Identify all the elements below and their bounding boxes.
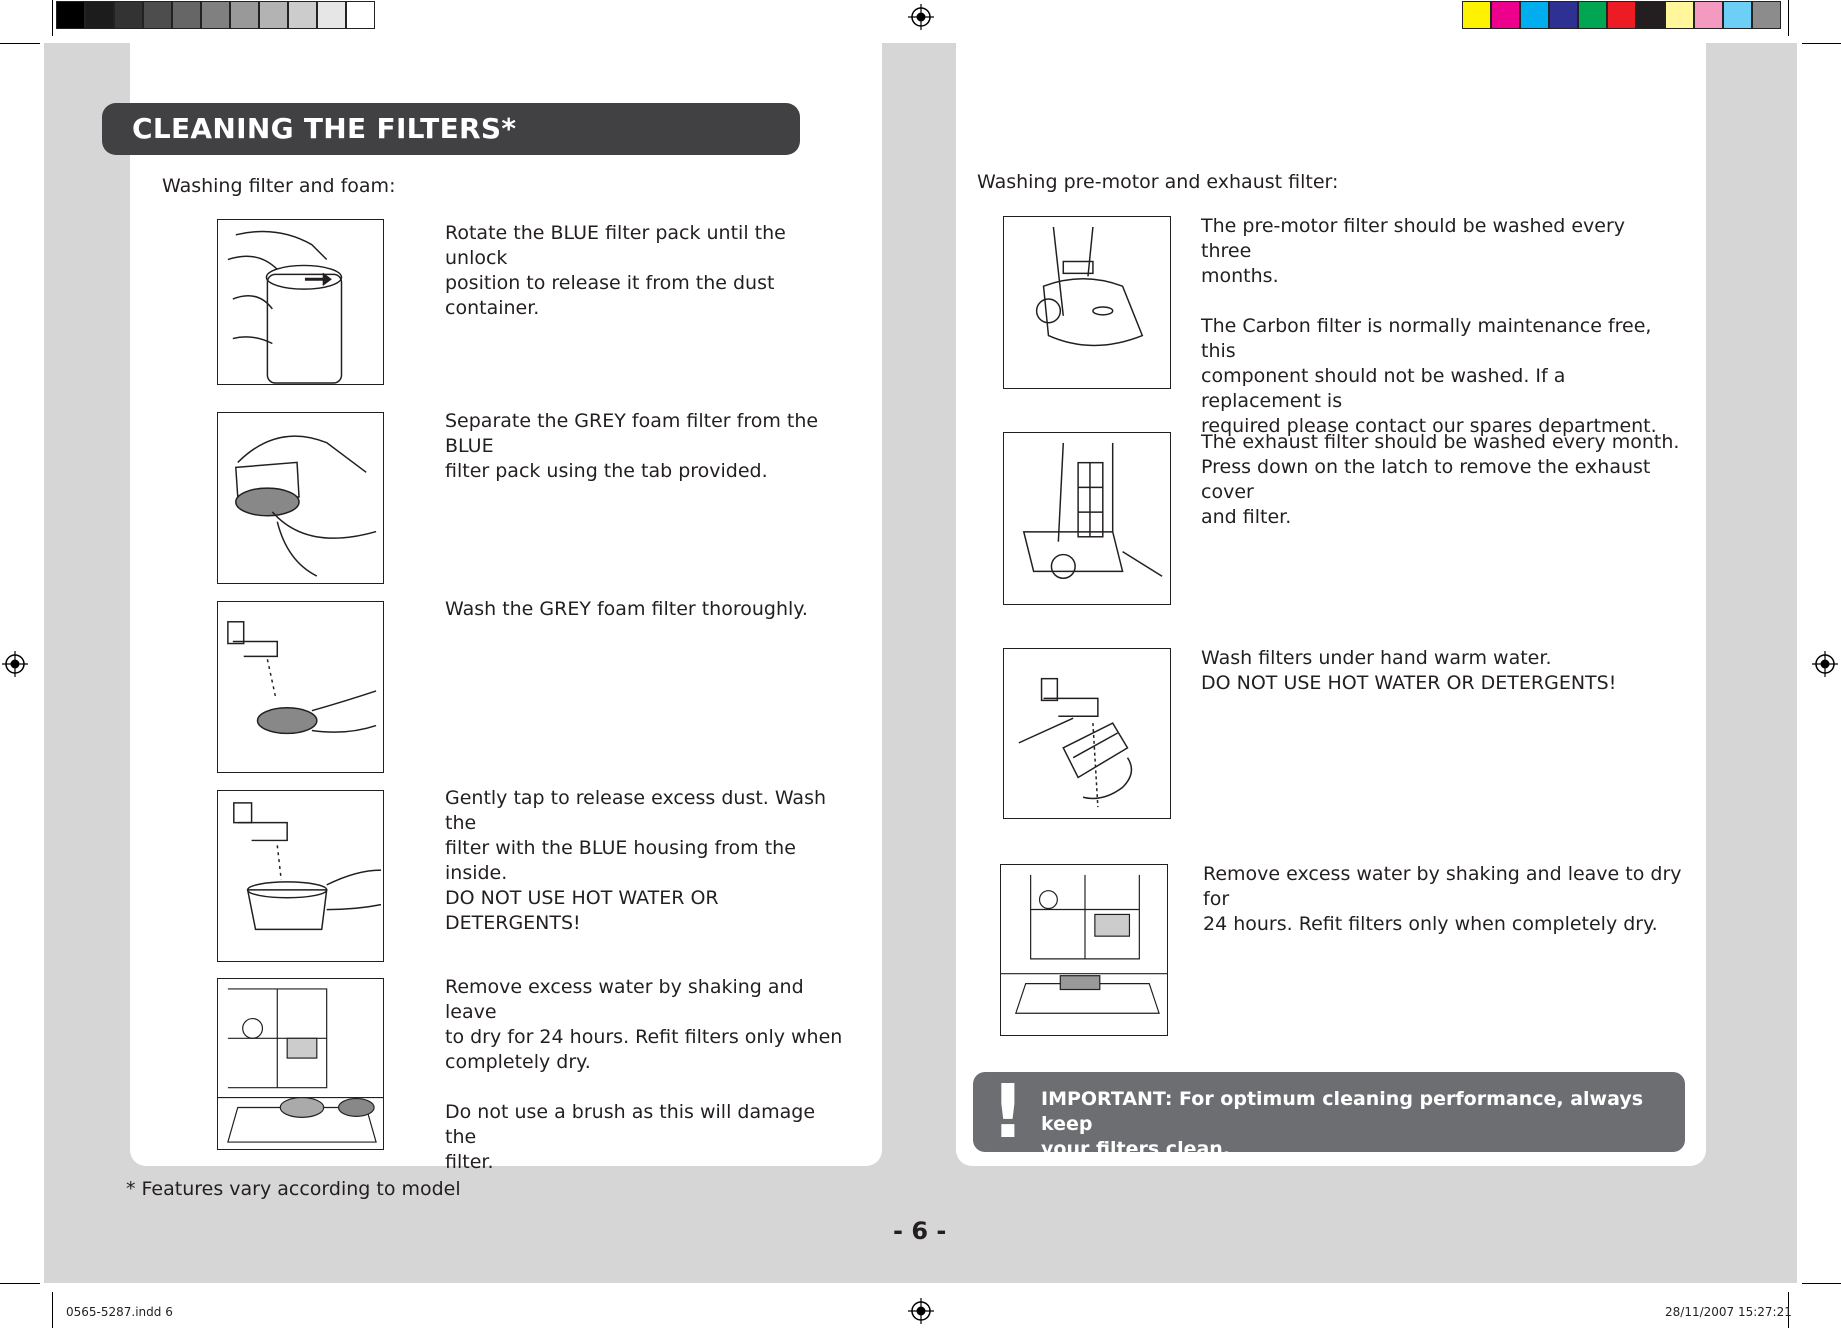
- color-swatch: [317, 1, 346, 29]
- page-number: - 6 -: [893, 1217, 947, 1245]
- color-swatch: [201, 1, 230, 29]
- color-swatch: [1578, 1, 1607, 29]
- color-swatch: [85, 1, 114, 29]
- left-step-1-text: Rotate the BLUE filter pack until the unlock position to release it from the dust container.: [445, 222, 786, 319]
- left-step-5-text: Remove excess water by shaking and leave to dry for 24 hours. Refit filters only when completely dry. Do not use a brush as this will damage the filter.: [445, 976, 843, 1173]
- color-swatch: [172, 1, 201, 29]
- crop-mark: [0, 43, 40, 44]
- color-swatch: [1549, 1, 1578, 29]
- crop-mark: [1802, 1283, 1841, 1284]
- housing-wash-illustration: [217, 790, 384, 962]
- registration-mark-icon: [1812, 651, 1838, 677]
- foam-separate-illustration: [217, 412, 384, 584]
- left-step-4-text: Gently tap to release excess dust. Wash the filter with the BLUE housing from the inside. DO NOT USE HOT WATER OR DETERGENTS!: [445, 787, 827, 934]
- right-step-3-text: Wash filters under hand warm water. DO NOT USE HOT WATER OR DETERGENTS!: [1201, 647, 1617, 694]
- important-text: IMPORTANT: For optimum cleaning performance, always keep your filters clean.: [1041, 1088, 1644, 1160]
- color-swatch: [259, 1, 288, 29]
- drying-illustration: [217, 978, 384, 1150]
- exhaust-filter-illustration: [1003, 432, 1171, 605]
- left-step-2-text: Separate the GREY foam filter from the BLUE filter pack using the tab provided.: [445, 410, 819, 482]
- left-step-3-text: Wash the GREY foam filter thoroughly.: [445, 598, 808, 620]
- color-swatch: [1723, 1, 1752, 29]
- right-step-2-text: The exhaust filter should be washed every month. Press down on the latch to remove the exhaust cover and filter.: [1201, 431, 1680, 528]
- color-swatch: [56, 1, 85, 29]
- filter-pack-rotate-illustration: [217, 219, 384, 385]
- filter-wash-illustration: [1003, 648, 1171, 819]
- color-swatch: [1520, 1, 1549, 29]
- color-swatch: [346, 1, 375, 29]
- filter-drying-illustration: [1000, 864, 1168, 1036]
- color-swatch: [143, 1, 172, 29]
- slug-filename: 0565-5287.indd 6: [66, 1305, 173, 1319]
- color-swatch: [1607, 1, 1636, 29]
- color-swatch: [114, 1, 143, 29]
- crop-mark: [52, 0, 53, 36]
- pre-motor-filter-illustration: [1003, 216, 1171, 389]
- right-step-1-text: The pre-motor filter should be washed every three months. The Carbon filter is normally maintenance free, this component should not be washed. If a replacement is required please contact our spares department.: [1201, 215, 1657, 437]
- color-swatch: [1491, 1, 1520, 29]
- right-step-4-text: Remove excess water by shaking and leave to dry for 24 hours. Refit filters only when completely dry.: [1203, 863, 1682, 935]
- color-swatch: [1665, 1, 1694, 29]
- registration-mark-icon: [908, 4, 934, 30]
- footnote: * Features vary according to model: [126, 1178, 461, 1200]
- foam-wash-illustration: [217, 601, 384, 773]
- color-swatch: [230, 1, 259, 29]
- right-subheading: Washing pre-motor and exhaust filter:: [977, 171, 1339, 193]
- slug-timestamp: 28/11/2007 15:27:21: [1665, 1305, 1792, 1319]
- exclamation-icon: !: [991, 1069, 1025, 1155]
- crop-mark: [1788, 0, 1789, 36]
- color-swatch: [1752, 1, 1781, 29]
- registration-mark-icon: [2, 651, 28, 677]
- crop-mark: [0, 1283, 40, 1284]
- color-swatch: [288, 1, 317, 29]
- color-swatch: [1694, 1, 1723, 29]
- crop-mark: [52, 1292, 53, 1328]
- important-notice: [973, 1069, 1685, 1160]
- left-subheading: Washing filter and foam:: [162, 175, 396, 197]
- registration-mark-icon: [908, 1298, 934, 1324]
- crop-mark: [1802, 43, 1841, 44]
- color-swatch: [1636, 1, 1665, 29]
- section-title: CLEANING THE FILTERS*: [102, 103, 800, 155]
- color-swatch: [1462, 1, 1491, 29]
